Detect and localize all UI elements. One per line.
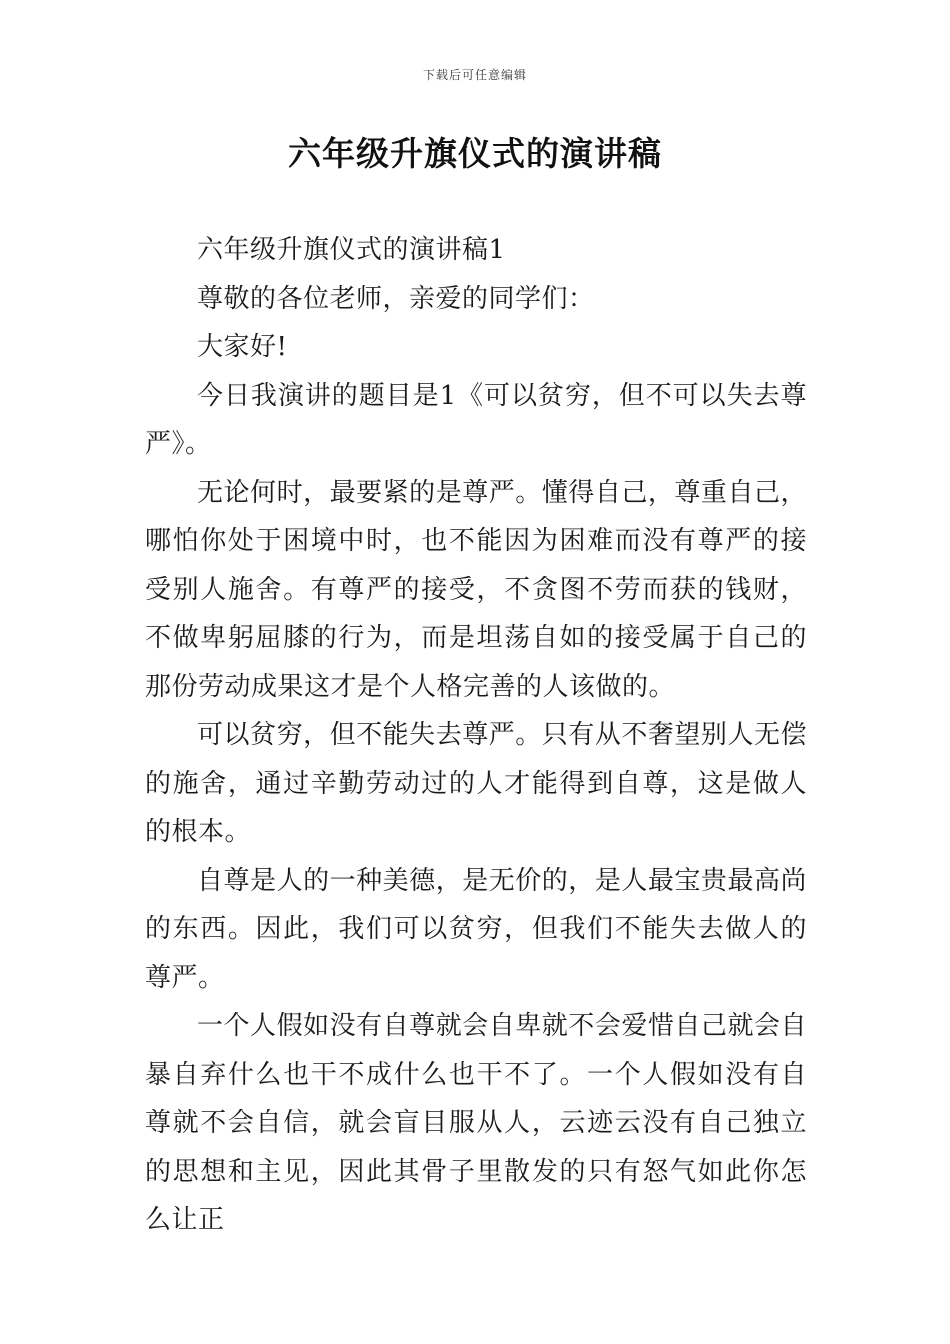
paragraph: 一个人假如没有自尊就会自卑就不会爱惜自己就会自暴自弃什么也干不成什么也干不了。一个人假如没有自尊就不会自信，就会盲目服从人，云迹云没有自己独立的思想和主见，因此其骨子里散发的只有怒气如此你怎么让正 [145, 1011, 807, 1235]
paragraph: 可以贫穷，但不能失去尊严。只有从不奢望别人无偿的施舍，通过辛勤劳动过的人才能得到自尊，这是做人的根本。 [145, 720, 807, 847]
paragraph: 无论何时，最要紧的是尊严。懂得自己，尊重自己，哪怕你处于困境中时，也不能因为困难而没有尊严的接受别人施舍。有尊严的接受，不贪图不劳而获的钱财，不做卑躬屈膝的行为，而是坦荡自如的接受属于自己的那份劳动成果这才是个人格完善的人该做的。 [145, 477, 807, 702]
document-body [145, 226, 807, 1245]
document-title: 六年级升旗仪式的演讲稿 [288, 134, 662, 173]
paragraph-greeting: 大家好! [197, 332, 288, 362]
paragraph: 自尊是人的一种美德，是无价的，是人最宝贵最高尚的东西。因此，我们可以贫穷，但我们不能失去做人的尊严。 [145, 865, 807, 993]
header-note: 下载后可任意编辑 [422, 68, 527, 82]
paragraph-section-heading: 六年级升旗仪式的演讲稿1 [197, 235, 506, 265]
paragraph-salutation: 尊敬的各位老师，亲爱的同学们： [197, 283, 595, 314]
paragraph-topic: 今日我演讲的题目是1《可以贫穷，但不可以失去尊严》。 [145, 380, 807, 459]
